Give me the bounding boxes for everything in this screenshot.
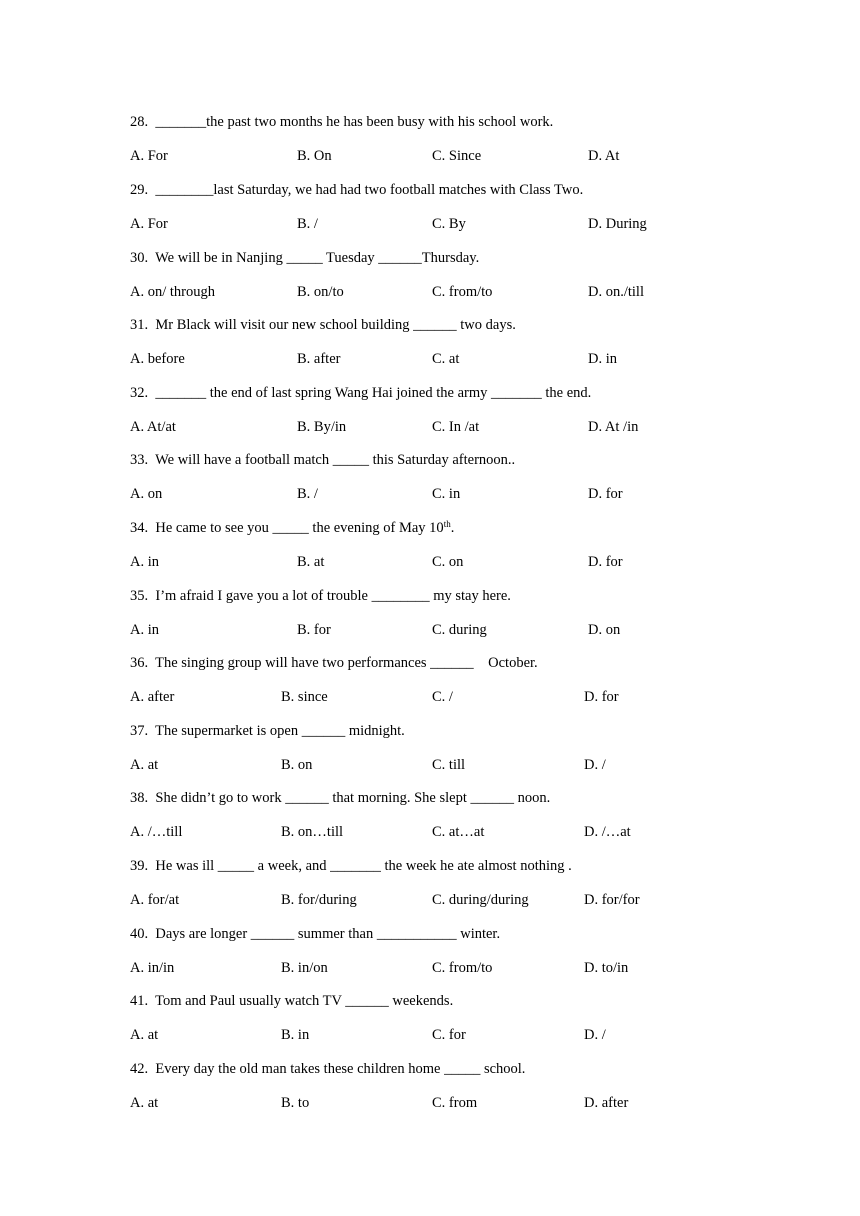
option-b: B. on…till xyxy=(281,824,344,840)
question-stem xyxy=(130,113,553,131)
option-c: C. from xyxy=(432,1095,478,1111)
question-text: He was ill _____ a week, and _______ the week he ate almost nothing . xyxy=(155,858,572,874)
option-c: C. in xyxy=(432,486,461,502)
question-stem xyxy=(130,384,591,402)
question-stem xyxy=(130,316,516,334)
question-number: 32. xyxy=(130,385,149,401)
option-b: B. / xyxy=(297,216,318,232)
option-d: D. /…at xyxy=(584,824,631,840)
option-b: B. in/on xyxy=(281,960,328,976)
question-stem xyxy=(130,789,550,807)
question-stem xyxy=(130,1060,525,1078)
question-stem xyxy=(130,992,453,1010)
question-stem xyxy=(130,925,500,943)
option-a: A. on/ through xyxy=(130,284,215,300)
option-b: B. on/to xyxy=(297,284,344,300)
question-number: 37. xyxy=(130,723,149,739)
question-text-end: . xyxy=(450,520,455,536)
question-number: 41. xyxy=(130,993,149,1009)
option-d: D. During xyxy=(588,216,647,232)
question-number: 28. xyxy=(130,114,149,130)
option-b: B. for/during xyxy=(281,892,357,908)
question-number: 40. xyxy=(130,926,149,942)
question-number: 42. xyxy=(130,1061,149,1077)
option-a: A. before xyxy=(130,351,185,367)
option-d: D. in xyxy=(588,351,617,367)
option-a: A. after xyxy=(130,689,175,705)
question-text: ________last Saturday, we had had two football matches with Class Two. xyxy=(155,182,584,198)
question-number: 29. xyxy=(130,182,149,198)
question-stem xyxy=(130,519,454,537)
question-number: 36. xyxy=(130,655,149,671)
option-b: B. to xyxy=(281,1095,310,1111)
question-number: 34. xyxy=(130,520,149,536)
question-number: 30. xyxy=(130,250,149,266)
question-stem xyxy=(130,722,405,740)
option-d: D. to/in xyxy=(584,960,629,976)
question-number: 31. xyxy=(130,317,149,333)
option-c: C. from/to xyxy=(432,960,493,976)
option-a: A. in xyxy=(130,622,159,638)
option-d: D. for xyxy=(584,689,619,705)
ordinal-suffix: th xyxy=(443,519,451,529)
question-text: The supermarket is open ______ midnight. xyxy=(155,723,405,739)
option-c: C. during/during xyxy=(432,892,529,908)
option-b: B. On xyxy=(297,148,332,164)
option-d: D. At /in xyxy=(588,419,639,435)
option-a: A. /…till xyxy=(130,824,183,840)
option-b: B. after xyxy=(297,351,341,367)
question-text: _______ the end of last spring Wang Hai joined the army _______ the end. xyxy=(155,385,592,401)
option-a: A. in/in xyxy=(130,960,175,976)
option-c: C. Since xyxy=(432,148,482,164)
option-c: C. at xyxy=(432,351,460,367)
option-a: A. in xyxy=(130,554,159,570)
option-d: D. on xyxy=(588,622,621,638)
option-a: A. on xyxy=(130,486,163,502)
question-number: 39. xyxy=(130,858,149,874)
question-stem xyxy=(130,249,479,267)
question-stem xyxy=(130,857,572,875)
option-c: C. during xyxy=(432,622,487,638)
option-a: A. at xyxy=(130,1027,159,1043)
option-b: B. in xyxy=(281,1027,310,1043)
question-text: Every day the old man takes these children home _____ school. xyxy=(155,1061,526,1077)
option-b: B. on xyxy=(281,757,313,773)
option-a: A. at xyxy=(130,757,159,773)
question-text: We will have a football match _____ this Saturday afternoon.. xyxy=(155,452,516,468)
question-text: Mr Black will visit our new school building ______ two days. xyxy=(155,317,516,333)
question-stem xyxy=(130,587,511,605)
question-number: 35. xyxy=(130,588,149,604)
option-a: A. For xyxy=(130,216,168,232)
option-d: D. / xyxy=(584,1027,606,1043)
option-d: D. At xyxy=(588,148,620,164)
question-text: We will be in Nanjing _____ Tuesday ______Thursday. xyxy=(155,250,480,266)
option-a: A. for/at xyxy=(130,892,180,908)
option-c: C. In /at xyxy=(432,419,480,435)
option-b: B. for xyxy=(297,622,331,638)
option-d: D. for xyxy=(588,554,623,570)
option-d: D. / xyxy=(584,757,606,773)
question-stem xyxy=(130,654,538,672)
question-stem xyxy=(130,451,515,469)
option-a: A. At/at xyxy=(130,419,176,435)
option-b: B. By/in xyxy=(297,419,347,435)
option-b: B. at xyxy=(297,554,325,570)
option-c: C. till xyxy=(432,757,466,773)
option-c: C. at…at xyxy=(432,824,485,840)
option-a: A. For xyxy=(130,148,168,164)
option-a: A. at xyxy=(130,1095,159,1111)
option-c: C. from/to xyxy=(432,284,493,300)
question-stem xyxy=(130,181,583,199)
question-number: 33. xyxy=(130,452,149,468)
question-text: _______the past two months he has been busy with his school work. xyxy=(155,114,554,130)
option-c: C. for xyxy=(432,1027,466,1043)
question-number: 38. xyxy=(130,790,149,806)
option-b: B. / xyxy=(297,486,318,502)
question-text: He came to see you _____ the evening of May 10 xyxy=(155,520,444,536)
question-text: The singing group will have two performances ______ October. xyxy=(155,655,538,671)
option-d: D. for xyxy=(588,486,623,502)
question-text: Days are longer ______ summer than ___________ winter. xyxy=(155,926,501,942)
option-d: D. after xyxy=(584,1095,629,1111)
question-text: Tom and Paul usually watch TV ______ weekends. xyxy=(155,993,454,1009)
option-d: D. for/for xyxy=(584,892,640,908)
option-c: C. / xyxy=(432,689,453,705)
option-b: B. since xyxy=(281,689,328,705)
option-d: D. on./till xyxy=(588,284,644,300)
question-text: I’m afraid I gave you a lot of trouble ________ my stay here. xyxy=(155,588,511,604)
option-c: C. on xyxy=(432,554,464,570)
option-c: C. By xyxy=(432,216,466,232)
question-text: She didn’t go to work ______ that morning. She slept ______ noon. xyxy=(155,790,551,806)
